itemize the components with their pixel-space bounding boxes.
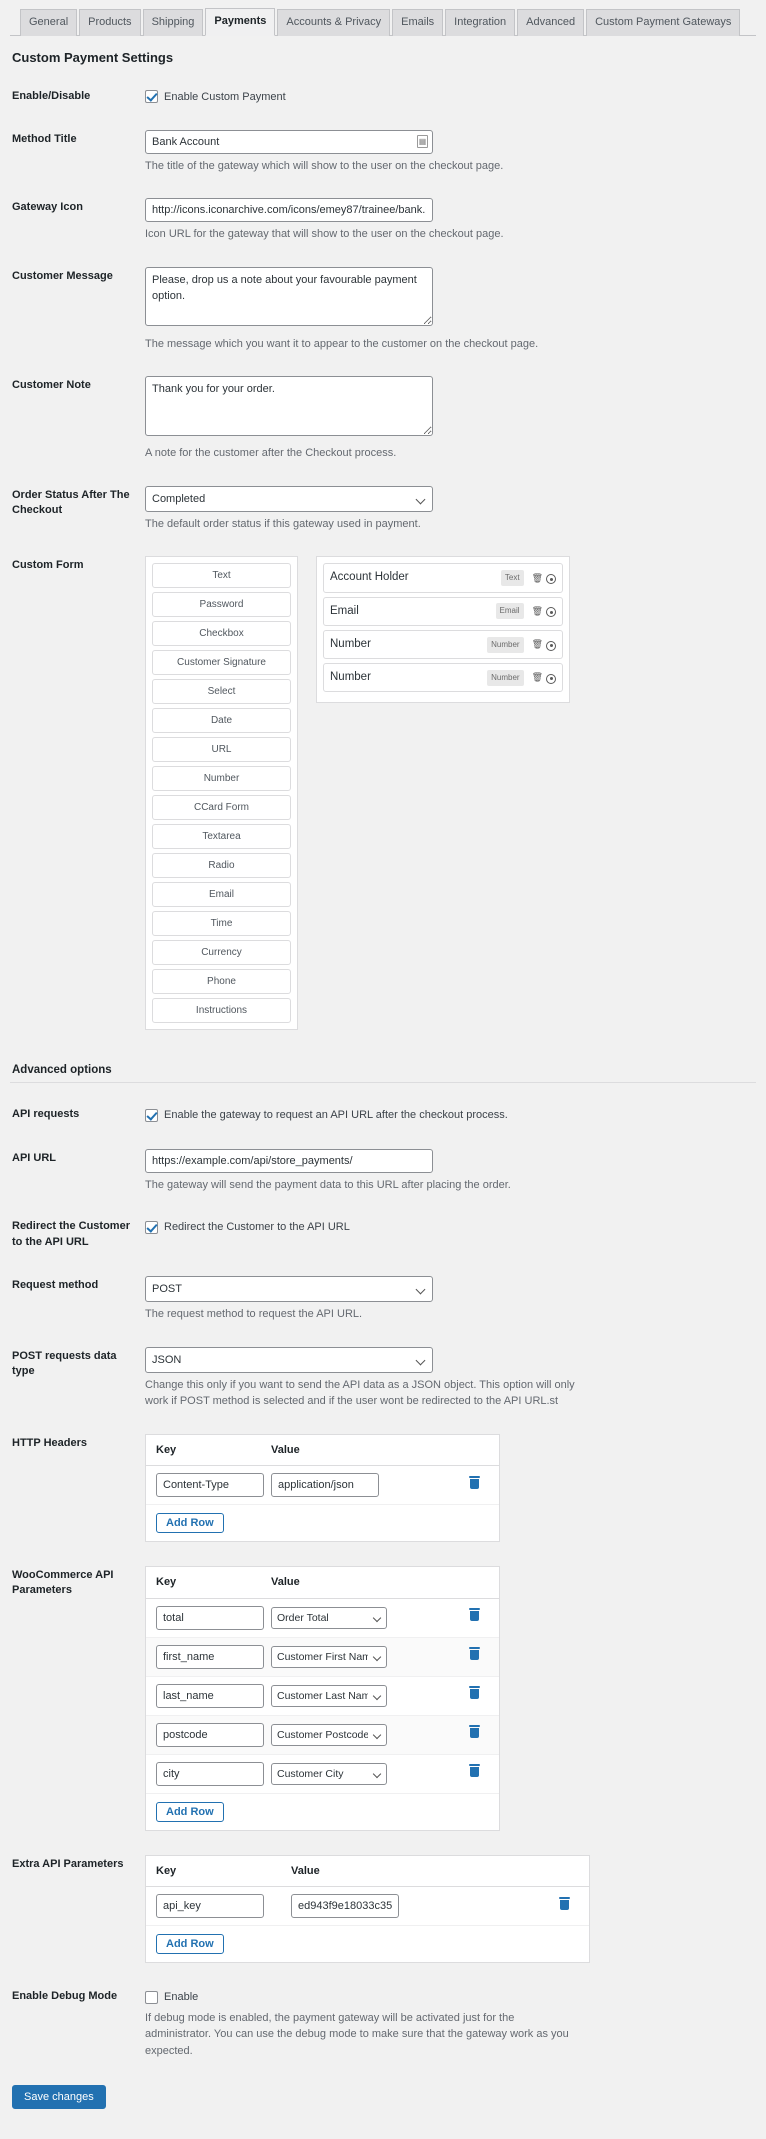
delete-row-icon[interactable] [469, 1608, 480, 1621]
row-custom-form [10, 544, 756, 1042]
redirect-customer-checkbox[interactable] [145, 1221, 158, 1234]
customer-note-desc: A note for the customer after the Checkout process. [145, 447, 397, 460]
param-key-input[interactable] [156, 1606, 264, 1630]
param-value-input[interactable] [291, 1894, 399, 1918]
request-method-select-wrap [145, 1276, 433, 1302]
delete-icon[interactable]: 🗑 [531, 639, 543, 650]
tab-accounts-privacy[interactable]: Accounts & Privacy [277, 9, 390, 36]
label-method-title: Method Title [12, 132, 77, 145]
tab-payments[interactable]: Payments [205, 8, 275, 36]
field-type-checkbox[interactable]: Checkbox [152, 621, 291, 646]
param-value-select[interactable] [271, 1646, 387, 1668]
row-customer-message [10, 255, 756, 365]
customer-message-desc: The message which you want it to appear to the customer on the checkout page. [145, 337, 539, 350]
tab-custom-payment-gateways[interactable]: Custom Payment Gateways [586, 9, 740, 36]
row-redirect-customer [10, 1205, 756, 1264]
order-status-select-wrap [145, 486, 433, 512]
delete-icon[interactable]: 🗑 [531, 572, 543, 583]
extra-api-params-repeater [145, 1855, 590, 1964]
field-type-number[interactable]: Number [152, 766, 291, 791]
custom-form-field-item[interactable] [323, 630, 563, 659]
tab-products[interactable]: Products [79, 9, 140, 36]
label-debug-mode: Enable Debug Mode [12, 1990, 118, 2003]
field-type-radio[interactable]: Radio [152, 853, 291, 878]
label-customer-message: Customer Message [12, 269, 113, 282]
advanced-settings-table [10, 1093, 756, 2071]
tab-integration[interactable]: Integration [445, 9, 515, 36]
repeater-row [146, 1466, 499, 1505]
custom-form-field-type-badge: Number [487, 637, 523, 653]
advanced-options-heading: Advanced options [12, 1064, 112, 1077]
column-header-value: Value [271, 1576, 300, 1589]
custom-form-field-type-badge: Email [496, 603, 524, 619]
advanced-divider [10, 1082, 756, 1083]
repeater-header [146, 1856, 589, 1888]
repeater-header [146, 1435, 499, 1467]
api-url-input[interactable] [145, 1149, 433, 1173]
enable-custom-payment-label: Enable Custom Payment [164, 90, 286, 103]
custom-form-fields-panel [316, 556, 570, 703]
field-type-instructions[interactable]: Instructions [152, 998, 291, 1023]
field-type-password[interactable]: Password [152, 592, 291, 617]
param-value-select-wrap [271, 1607, 387, 1629]
tab-emails[interactable]: Emails [392, 9, 443, 36]
param-key-input[interactable] [156, 1723, 264, 1747]
custom-form-field-label: Email [330, 604, 359, 617]
settings-icon[interactable] [546, 674, 556, 684]
gateway-icon-input[interactable] [145, 198, 433, 222]
delete-row-icon[interactable] [469, 1647, 480, 1660]
delete-row-icon[interactable] [469, 1686, 480, 1699]
order-status-desc: The default order status if this gateway used in payment. [145, 517, 421, 530]
param-value-select-wrap [271, 1685, 387, 1707]
api-url-desc: The gateway will send the payment data to this URL after placing the order. [145, 1178, 511, 1191]
repeater-footer [146, 1505, 499, 1541]
custom-form-field-type-badge: Text [501, 570, 524, 586]
post-data-type-select[interactable] [145, 1347, 433, 1373]
add-row-button[interactable]: Add Row [156, 1513, 224, 1533]
tab-advanced[interactable]: Advanced [517, 9, 584, 36]
woo-api-params-repeater [145, 1566, 500, 1831]
add-row-button[interactable]: Add Row [156, 1802, 224, 1822]
row-debug-mode [10, 1975, 756, 2071]
customer-message-textarea[interactable] [145, 267, 433, 327]
label-enable-disable: Enable/Disable [12, 89, 91, 102]
repeater-header [146, 1567, 499, 1599]
row-enable-disable [10, 75, 756, 118]
param-value-select[interactable] [271, 1685, 387, 1707]
param-key-input[interactable] [156, 1894, 264, 1918]
label-order-status: Order Status After The Checkout [12, 488, 130, 517]
param-value-select-wrap [271, 1724, 387, 1746]
row-extra-api-params [10, 1843, 756, 1976]
field-type-ccard-form[interactable]: CCard Form [152, 795, 291, 820]
label-api-url: API URL [12, 1151, 56, 1164]
request-method-select[interactable] [145, 1276, 433, 1302]
row-woo-api-params [10, 1554, 756, 1843]
enable-custom-payment-checkbox[interactable] [145, 90, 158, 103]
settings-icon[interactable] [546, 641, 556, 651]
page-title: Custom Payment Settings [12, 49, 174, 65]
custom-form-field-item[interactable] [323, 663, 563, 692]
repeater-footer [146, 1926, 589, 1962]
field-type-select[interactable]: Select [152, 679, 291, 704]
add-row-button[interactable]: Add Row [156, 1934, 224, 1954]
repeater-row [146, 1755, 499, 1794]
field-type-currency[interactable]: Currency [152, 940, 291, 965]
repeater-row [146, 1677, 499, 1716]
label-customer-note: Customer Note [12, 379, 91, 392]
redirect-customer-label: Redirect the Customer to the API URL [164, 1221, 350, 1234]
column-header-key: Key [156, 1576, 177, 1589]
custom-form-field-label: Number [330, 671, 371, 684]
param-value-select-wrap [271, 1646, 387, 1668]
row-order-status [10, 474, 756, 545]
field-type-palette [145, 556, 298, 1030]
label-http-headers: HTTP Headers [12, 1436, 87, 1449]
custom-form-builder [145, 556, 746, 1030]
repeater-row [146, 1599, 499, 1638]
param-value-select[interactable] [271, 1724, 387, 1746]
debug-mode-checkbox[interactable] [145, 1991, 158, 2004]
label-api-requests: API requests [12, 1108, 80, 1121]
method-title-input-wrap [145, 130, 433, 154]
repeater-row [146, 1638, 499, 1677]
row-method-title [10, 118, 756, 187]
param-value-select[interactable] [271, 1763, 387, 1785]
column-header-key: Key [156, 1443, 177, 1456]
debug-mode-desc: If debug mode is enabled, the payment gateway will be activated just for the administrator. You can use the debug mode to make sure that the gateway work as you expected. [145, 2011, 569, 2057]
request-method-desc: The request method to request the API URL. [145, 1308, 363, 1321]
gateway-icon-desc: Icon URL for the gateway that will show to the user on the checkout page. [145, 228, 504, 241]
tab-shipping[interactable]: Shipping [143, 9, 204, 36]
param-key-input[interactable] [156, 1645, 264, 1669]
param-value-select[interactable] [271, 1607, 387, 1629]
row-customer-note [10, 364, 756, 474]
param-value-input[interactable] [271, 1473, 379, 1497]
delete-row-icon[interactable] [469, 1725, 480, 1738]
method-title-desc: The title of the gateway which will show to the user on the checkout page. [145, 159, 504, 172]
row-http-headers [10, 1422, 756, 1555]
row-api-url [10, 1137, 756, 1206]
delete-icon[interactable]: 🗑 [531, 672, 543, 683]
field-type-date[interactable]: Date [152, 708, 291, 733]
post-data-type-desc: Change this only if you want to send the API data as a JSON object. This option will only work if POST method is selected and if the user wont be redirected to the API URL.st [145, 1378, 575, 1408]
label-extra-api-params: Extra API Parameters [12, 1857, 124, 1870]
debug-mode-label: Enable [164, 1991, 199, 2004]
field-type-textarea[interactable]: Textarea [152, 824, 291, 849]
column-header-key: Key [156, 1864, 177, 1877]
delete-row-icon[interactable] [559, 1897, 570, 1910]
label-gateway-icon: Gateway Icon [12, 201, 83, 214]
label-request-method: Request method [12, 1279, 99, 1292]
text-field-icon[interactable]: ▦ [418, 136, 427, 146]
label-custom-form: Custom Form [12, 559, 84, 572]
custom-form-field-label: Number [330, 637, 371, 650]
field-type-phone[interactable]: Phone [152, 969, 291, 994]
settings-icon[interactable] [546, 574, 556, 584]
param-value-select-wrap [271, 1763, 387, 1785]
custom-form-field-label: Account Holder [330, 571, 409, 584]
settings-icon[interactable] [546, 607, 556, 617]
save-changes-button[interactable]: Save changes [12, 2085, 106, 2109]
api-requests-checkbox[interactable] [145, 1109, 158, 1122]
delete-icon[interactable]: 🗑 [531, 605, 543, 616]
column-header-value: Value [291, 1864, 320, 1877]
label-woo-api-params: WooCommerce API Parameters [12, 1569, 114, 1597]
settings-tab-bar [10, 0, 756, 36]
tab-general[interactable]: General [20, 9, 77, 36]
order-status-select[interactable] [145, 486, 433, 512]
field-type-url[interactable]: URL [152, 737, 291, 762]
main-settings-table [10, 75, 756, 1043]
param-key-input[interactable] [156, 1684, 264, 1708]
label-redirect-customer: Redirect the Customer to the API URL [12, 1220, 130, 1248]
field-type-text[interactable]: Text [152, 563, 291, 588]
field-type-customer-signature[interactable]: Customer Signature [152, 650, 291, 675]
param-key-input[interactable] [156, 1762, 264, 1786]
delete-row-icon[interactable] [469, 1476, 480, 1489]
row-request-method [10, 1264, 756, 1335]
param-key-input[interactable] [156, 1473, 264, 1497]
row-api-requests [10, 1093, 756, 1136]
row-post-data-type [10, 1335, 756, 1422]
customer-note-textarea[interactable] [145, 376, 433, 436]
column-header-value: Value [271, 1443, 300, 1456]
method-title-input[interactable] [145, 130, 433, 154]
http-headers-repeater [145, 1434, 500, 1543]
field-type-time[interactable]: Time [152, 911, 291, 936]
delete-row-icon[interactable] [469, 1764, 480, 1777]
custom-form-field-type-badge: Number [487, 670, 523, 686]
label-post-data-type: POST requests data type [12, 1349, 117, 1377]
field-type-email[interactable]: Email [152, 882, 291, 907]
custom-form-field-item[interactable] [323, 597, 563, 626]
repeater-footer [146, 1794, 499, 1830]
api-requests-label: Enable the gateway to request an API URL after the checkout process. [164, 1109, 508, 1122]
post-data-type-select-wrap [145, 1347, 433, 1373]
custom-form-field-item[interactable] [323, 563, 563, 592]
row-gateway-icon [10, 186, 756, 255]
repeater-row [146, 1716, 499, 1755]
repeater-row [146, 1887, 589, 1926]
